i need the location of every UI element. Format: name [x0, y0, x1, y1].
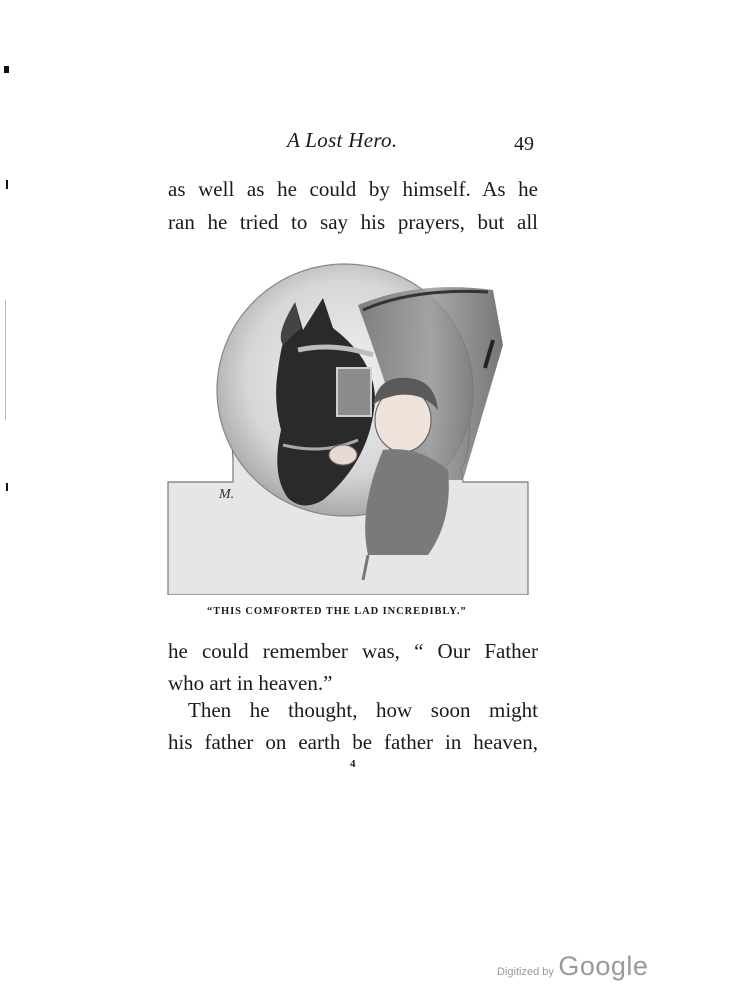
google-logo: Google [558, 951, 649, 981]
text-line: his father on earth be father in heaven, [168, 730, 538, 754]
running-head-title: A Lost Hero. [287, 128, 398, 152]
artist-monogram: M. [219, 487, 235, 502]
illustration-boy-with-horse [163, 250, 533, 595]
digitized-by-google-watermark [497, 951, 648, 982]
page-number: 49 [514, 133, 534, 155]
text-line: as well as he could by himself. As he [168, 177, 538, 201]
scan-mark [5, 300, 6, 420]
text-line: who art in heaven.” [168, 671, 333, 695]
scan-mark [4, 66, 9, 73]
text-line: he could remember was, “ Our Father [168, 639, 538, 663]
scan-mark [6, 180, 8, 189]
text-line: ran he tried to say his prayers, but all [168, 210, 538, 234]
scan-mark [6, 483, 8, 491]
illustration-caption: “THIS COMFORTED THE LAD INCREDIBLY.” [207, 606, 467, 617]
signature-mark: 4 [350, 758, 356, 770]
watermark-prefix: Digitized by [497, 966, 554, 978]
text-line: Then he thought, how soon might [188, 698, 538, 722]
